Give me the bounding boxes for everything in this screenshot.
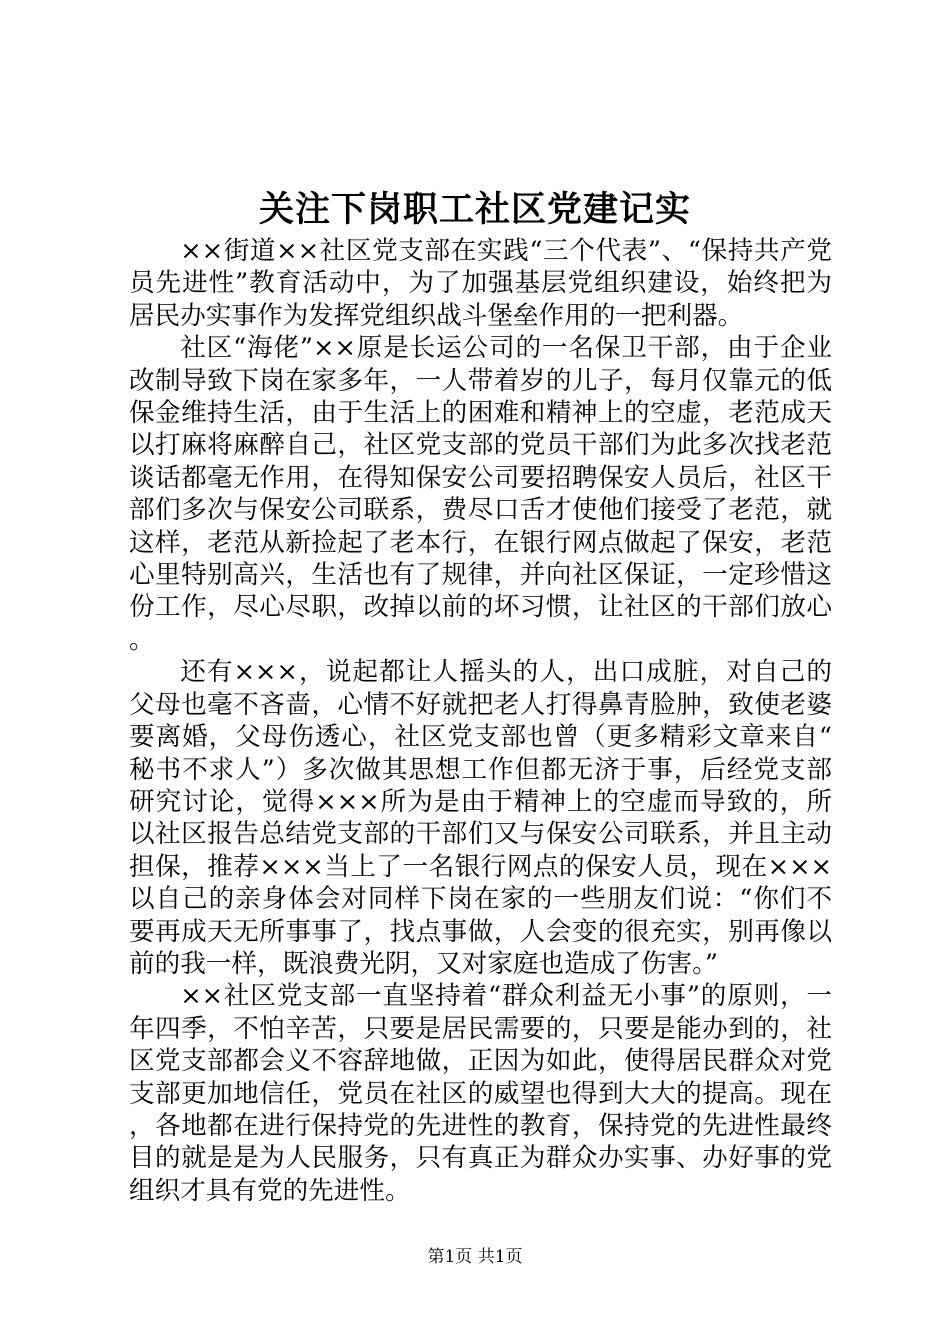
document-body	[129, 235, 832, 1207]
paragraph-4: ××社区党支部一直坚持着“群众利益无小事”的原则，一年四季，不怕辛苦，只要是居民需要的，只要是能办到的，社区党支部都会义不容辞地做，正因为如此，使得居民群众对党支部更加地信任，党员在社区的威望也得到大大的提高。现在，各地都在进行保持党的先进性的教育，保持党的先进性最终目的就是是为人民服务，只有真正为群众办实事、办好事的党组织才具有党的先进性。	[129, 981, 832, 1206]
document-title: 关注下岗职工社区党建记实	[258, 189, 691, 230]
page-indicator: 第1页 共1页	[427, 1247, 523, 1267]
paragraph-2: 社区“海佬”××原是长运公司的一名保卫干部，由于企业改制导致下岗在家多年，一人带着岁的儿子，每月仅靠元的低保金维持生活，由于生活上的困难和精神上的空虚，老范成天以打麻将麻醉自己，社区党支部的党员干部们为此多次找老范谈话都毫无作用，在得知保安公司要招聘保安人员后，社区干部们多次与保安公司联系，费尽口舌才使他们接受了老范，就这样，老范从新捡起了老本行，在银行网点做起了保安，老范心里特别高兴，生活也有了规律，并向社区保证，一定珍惜这份工作，尽心尽职，改掉以前的坏习惯，让社区的干部们放心。	[129, 333, 832, 655]
page-footer	[0, 1245, 950, 1269]
paragraph-3: 还有×××，说起都让人摇头的人，出口成脏，对自己的父母也毫不吝啬，心情不好就把老人打得鼻青脸肿，致使老婆要离婚，父母伤透心，社区党支部也曾（更多精彩文章来自“秘书不求人”）多次做其思想工作但都无济于事，后经党支部研究讨论，觉得×××所为是由于精神上的空虚而导致的，所以社区报告总结党支部的干部们又与保安公司联系，并且主动担保，推荐×××当上了一名银行网点的保安人员，现在×××以自己的亲身体会对同样下岗在家的一些朋友们说：“你们不要再成天无所事事了，找点事做，人会变的很充实，别再像以前的我一样，既浪费光阴，又对家庭也造成了伤害。”	[129, 657, 832, 979]
paragraph-1: ××街道××社区党支部在实践“三个代表”、“保持共产党员先进性”教育活动中，为了加强基层党组织建设，始终把为居民办实事作为发挥党组织战斗堡垒作用的一把利器。	[129, 236, 832, 331]
